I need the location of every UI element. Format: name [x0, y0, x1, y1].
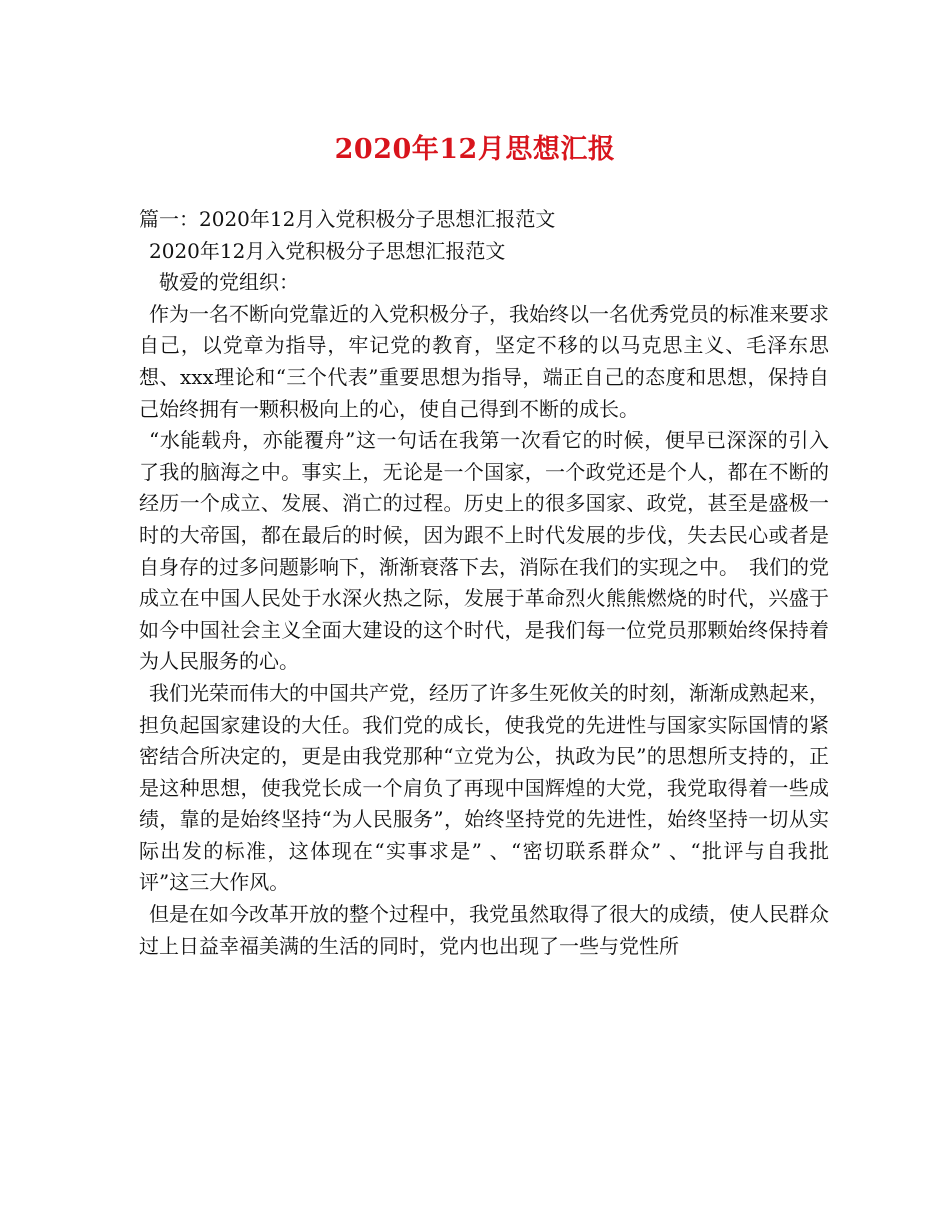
salutation: 敬爱的党组织： [159, 270, 299, 295]
paragraph-2: “水能载舟，亦能覆舟”这一句话在我第一次看它的时候，便早已深深的引入了我的脑海之中。事实上，无论是一个国家，一个政党还是个人，都在不断的经历一个成立、发展、消亡的过程。历史上的很多国家、政党，甚至是盛极一时的大帝国，都在最后的时候，因为跟不上时代发展的步伐，失去民心或者是自身存的过多问题影响下，渐渐衰落下去，消际在我们的实现之中。 我们的党成立在中国人民处于水深火热之际，发展于革命烈火熊熊燃烧的时代，兴盛于如今中国社会主义全面大建设的这个时代，是我们每一位党员那颗始终保持着为人民服务的心。 [139, 428, 829, 674]
document-title: 2020年12月思想汇报 [334, 134, 616, 165]
document-body [139, 204, 829, 962]
paragraph-1: 作为一名不断向党靠近的入党积极分子，我始终以一名优秀党员的标准来要求自己，以党章为指导，牢记党的教育，坚定不移的以马克思主义、毛泽东思想、xxx理论和“三个代表”重要思想为指导，端正自己的态度和思想，保持自己始终拥有一颗积极向上的心，使自己得到不断的成长。 [139, 301, 829, 421]
paragraph-3: 我们光荣而伟大的中国共产党，经历了许多生死攸关的时刻，渐渐成熟起来，担负起国家建设的大任。我们党的成长，使我党的先进性与国家实际国情的紧密结合所决定的，更是由我党那种“立党为公，执政为民”的思想所支持的，正是这种思想，使我党长成一个肩负了再现中国辉煌的大党，我党取得着一些成绩，靠的是始终坚持“为人民服务”，始终坚持党的先进性，始终坚持一切从实际出发的标准，这体现在“实事求是” 、“密切联系群众” 、“批评与自我批评”这三大作风。 [139, 680, 829, 895]
sub-heading: 2020年12月入党积极分子思想汇报范文 [149, 238, 506, 263]
section-heading: 篇一：2020年12月入党积极分子思想汇报范文 [139, 207, 556, 231]
paragraph-4: 但是在如今改革开放的整个过程中，我党虽然取得了很大的成绩，使人民群众过上日益幸福美满的生活的同时，党内也出现了一些与党性所 [139, 902, 829, 958]
